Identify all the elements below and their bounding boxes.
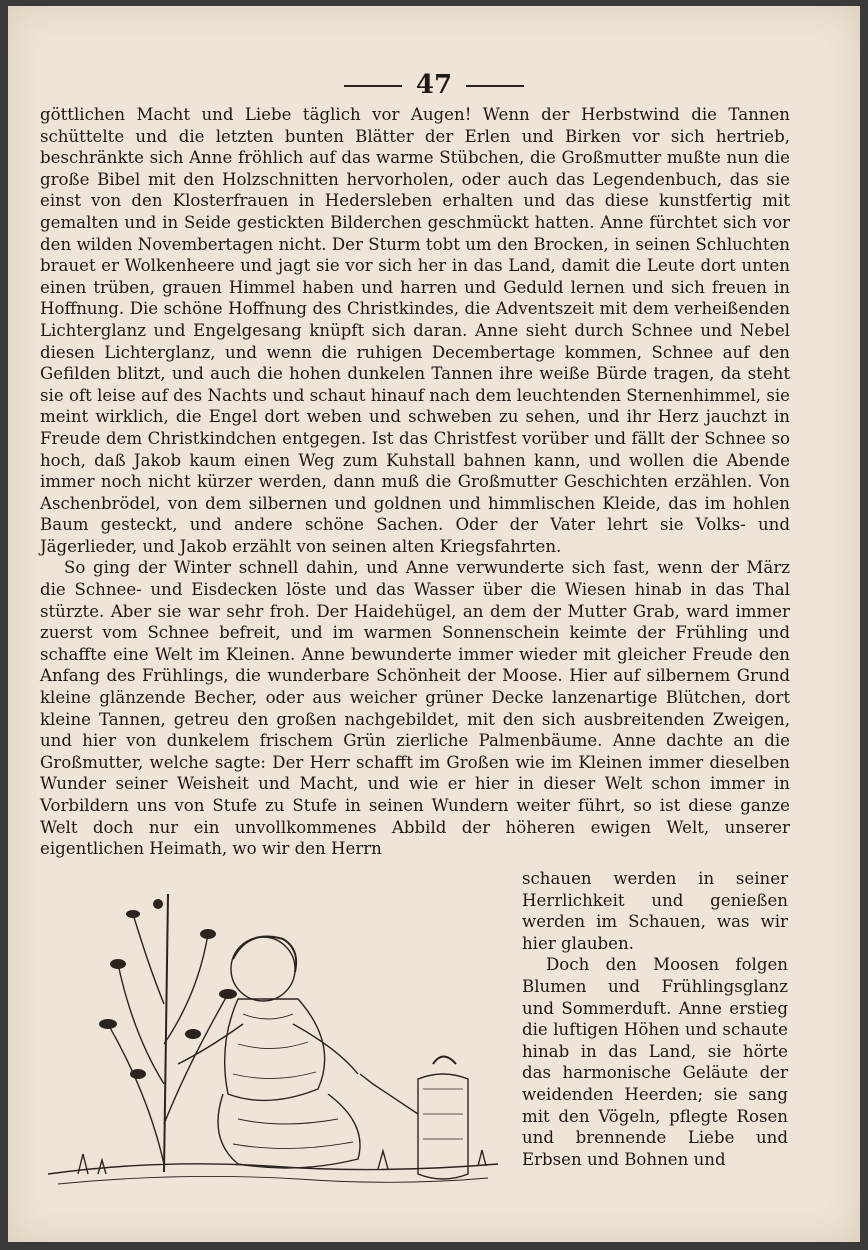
book-page [8,6,860,1242]
wrap-paragraph-1: schauen werden in seiner Herrlichkeit und genießen werden im Schauen, was wir hier glauben. [522,869,788,953]
main-text [40,104,790,860]
paragraph-2: So ging der Winter schnell dahin, und Anne verwunderte sich fast, wenn der März die Schnee- und Eisdecken löste und das Wasser über die Wiesen hinab in das Thal stürzte. Aber sie war sehr froh. Der Haidehügel, an dem der Mutter Grab, ward immer zuerst vom Schnee befreit, und im warmen Sonnenschein keimte der Frühling und schaffte eine Welt im Kleinen. Anne bewunderte immer wieder mit gleicher Freude den Anfang des Frühlings, die wunderbare Schönheit der Moose. Hier auf silbernem Grund kleine glänzende Becher, oder aus weicher grüner Decke lanzenartige Blütchen, dort kleine Tannen, getreu den großen nachgebildet, mit den sich ausbreitenden Zweigen, und hier von dunkelem frischem Grün zierliche Palmenbäume. Anne dachte an die Großmutter, welche sagte: Der Herr schafft im Großen wie im Kleinen immer dieselben Wunder seiner Weisheit und Macht, und wie er hier in dieser Welt schon immer in Vorbildern uns von Stufe zu Stufe in seinen Wundern weiter führt, so ist diese ganze Welt doch nur ein unvollkommenes Abbild der höheren ewigen Welt, unserer eigentlichen Heimath, wo wir den Herrn [40,558,790,859]
header-rule-right [466,85,524,87]
wrap-paragraph-2: Doch den Moosen folgen Blumen und Frühlingsglanz und Sommerduft. Anne erstieg die luftigen Höhen und schaute hinab in das Land, sie hörte das harmonische Geläute der weidenden Heerden; sie sang mit den Vögeln, pflegte Rosen und brennende Liebe und Erbsen und Bohnen und [522,955,788,1169]
paragraph-1: göttlichen Macht und Liebe täglich vor Augen! Wenn der Herbstwind die Tannen schüttelte und die letzten bunten Blätter der Erlen und Birken vor sich hertrieb, beschränkte sich Anne fröhlich auf das warme Stübchen, die Großmutter mußte nun die große Bibel mit den Holzschnitten hervorholen, oder auch das Legendenbuch, das sie einst von den Klosterfrauen in Hedersleben erhalten und das diese kunstfertig mit gemalten und in Seide gestickten Bilderchen geschmückt hatten. Anne fürchtet sich vor den wilden Novembertagen nicht. Der Sturm tobt um den Brocken, in seinen Schluchten brauet er Wolkenheere und jagt sie vor sich her in das Land, damit die Leute dort unten einen trüben, grauen Himmel haben und harren und Geduld lernen und sich freuen in Hoffnung. Die schöne Hoffnung des Christkindes, die Adventszeit mit dem verheißenden Lichterglanz und Engelgesang knüpft sich daran. Anne sieht durch Schnee und Nebel diesen Lichterglanz, und wenn die ruhigen Decembertage kommen, Schnee auf den Gefilden blitzt, und auch die hohen dunkelen Tannen ihre weiße Bürde tragen, da steht sie oft leise auf des Nachts und schaut hinauf nach dem leuchtenden Sternenhimmel, sie meint wirklich, die Engel dort weben und schweben zu sehen, und ihr Herz jauchzt in Freude dem Christkindchen entgegen. Ist das Christfest vorüber und fällt der Schnee so hoch, daß Jakob kaum einen Weg zum Kuhstall bahnen kann, und wollen die Abende immer noch nicht kürzer werden, dann muß die Großmutter Geschichten erzählen. Von Aschenbrödel, von dem silbernen und goldnen und himmlischen Kleide, das im hohlen Baum gesteckt, und andere schöne Sachen. Oder der Vater lehrt sie Volks- und Jägerlieder, und Jakob erzählt von seinen alten Kriegsfahrten. [40,105,790,556]
header-rule-left [344,85,402,87]
wrapped-text [522,868,788,1170]
page-header [8,70,860,100]
girl-watering-plant-illustration [38,874,508,1199]
page-number: 47 [415,70,453,100]
